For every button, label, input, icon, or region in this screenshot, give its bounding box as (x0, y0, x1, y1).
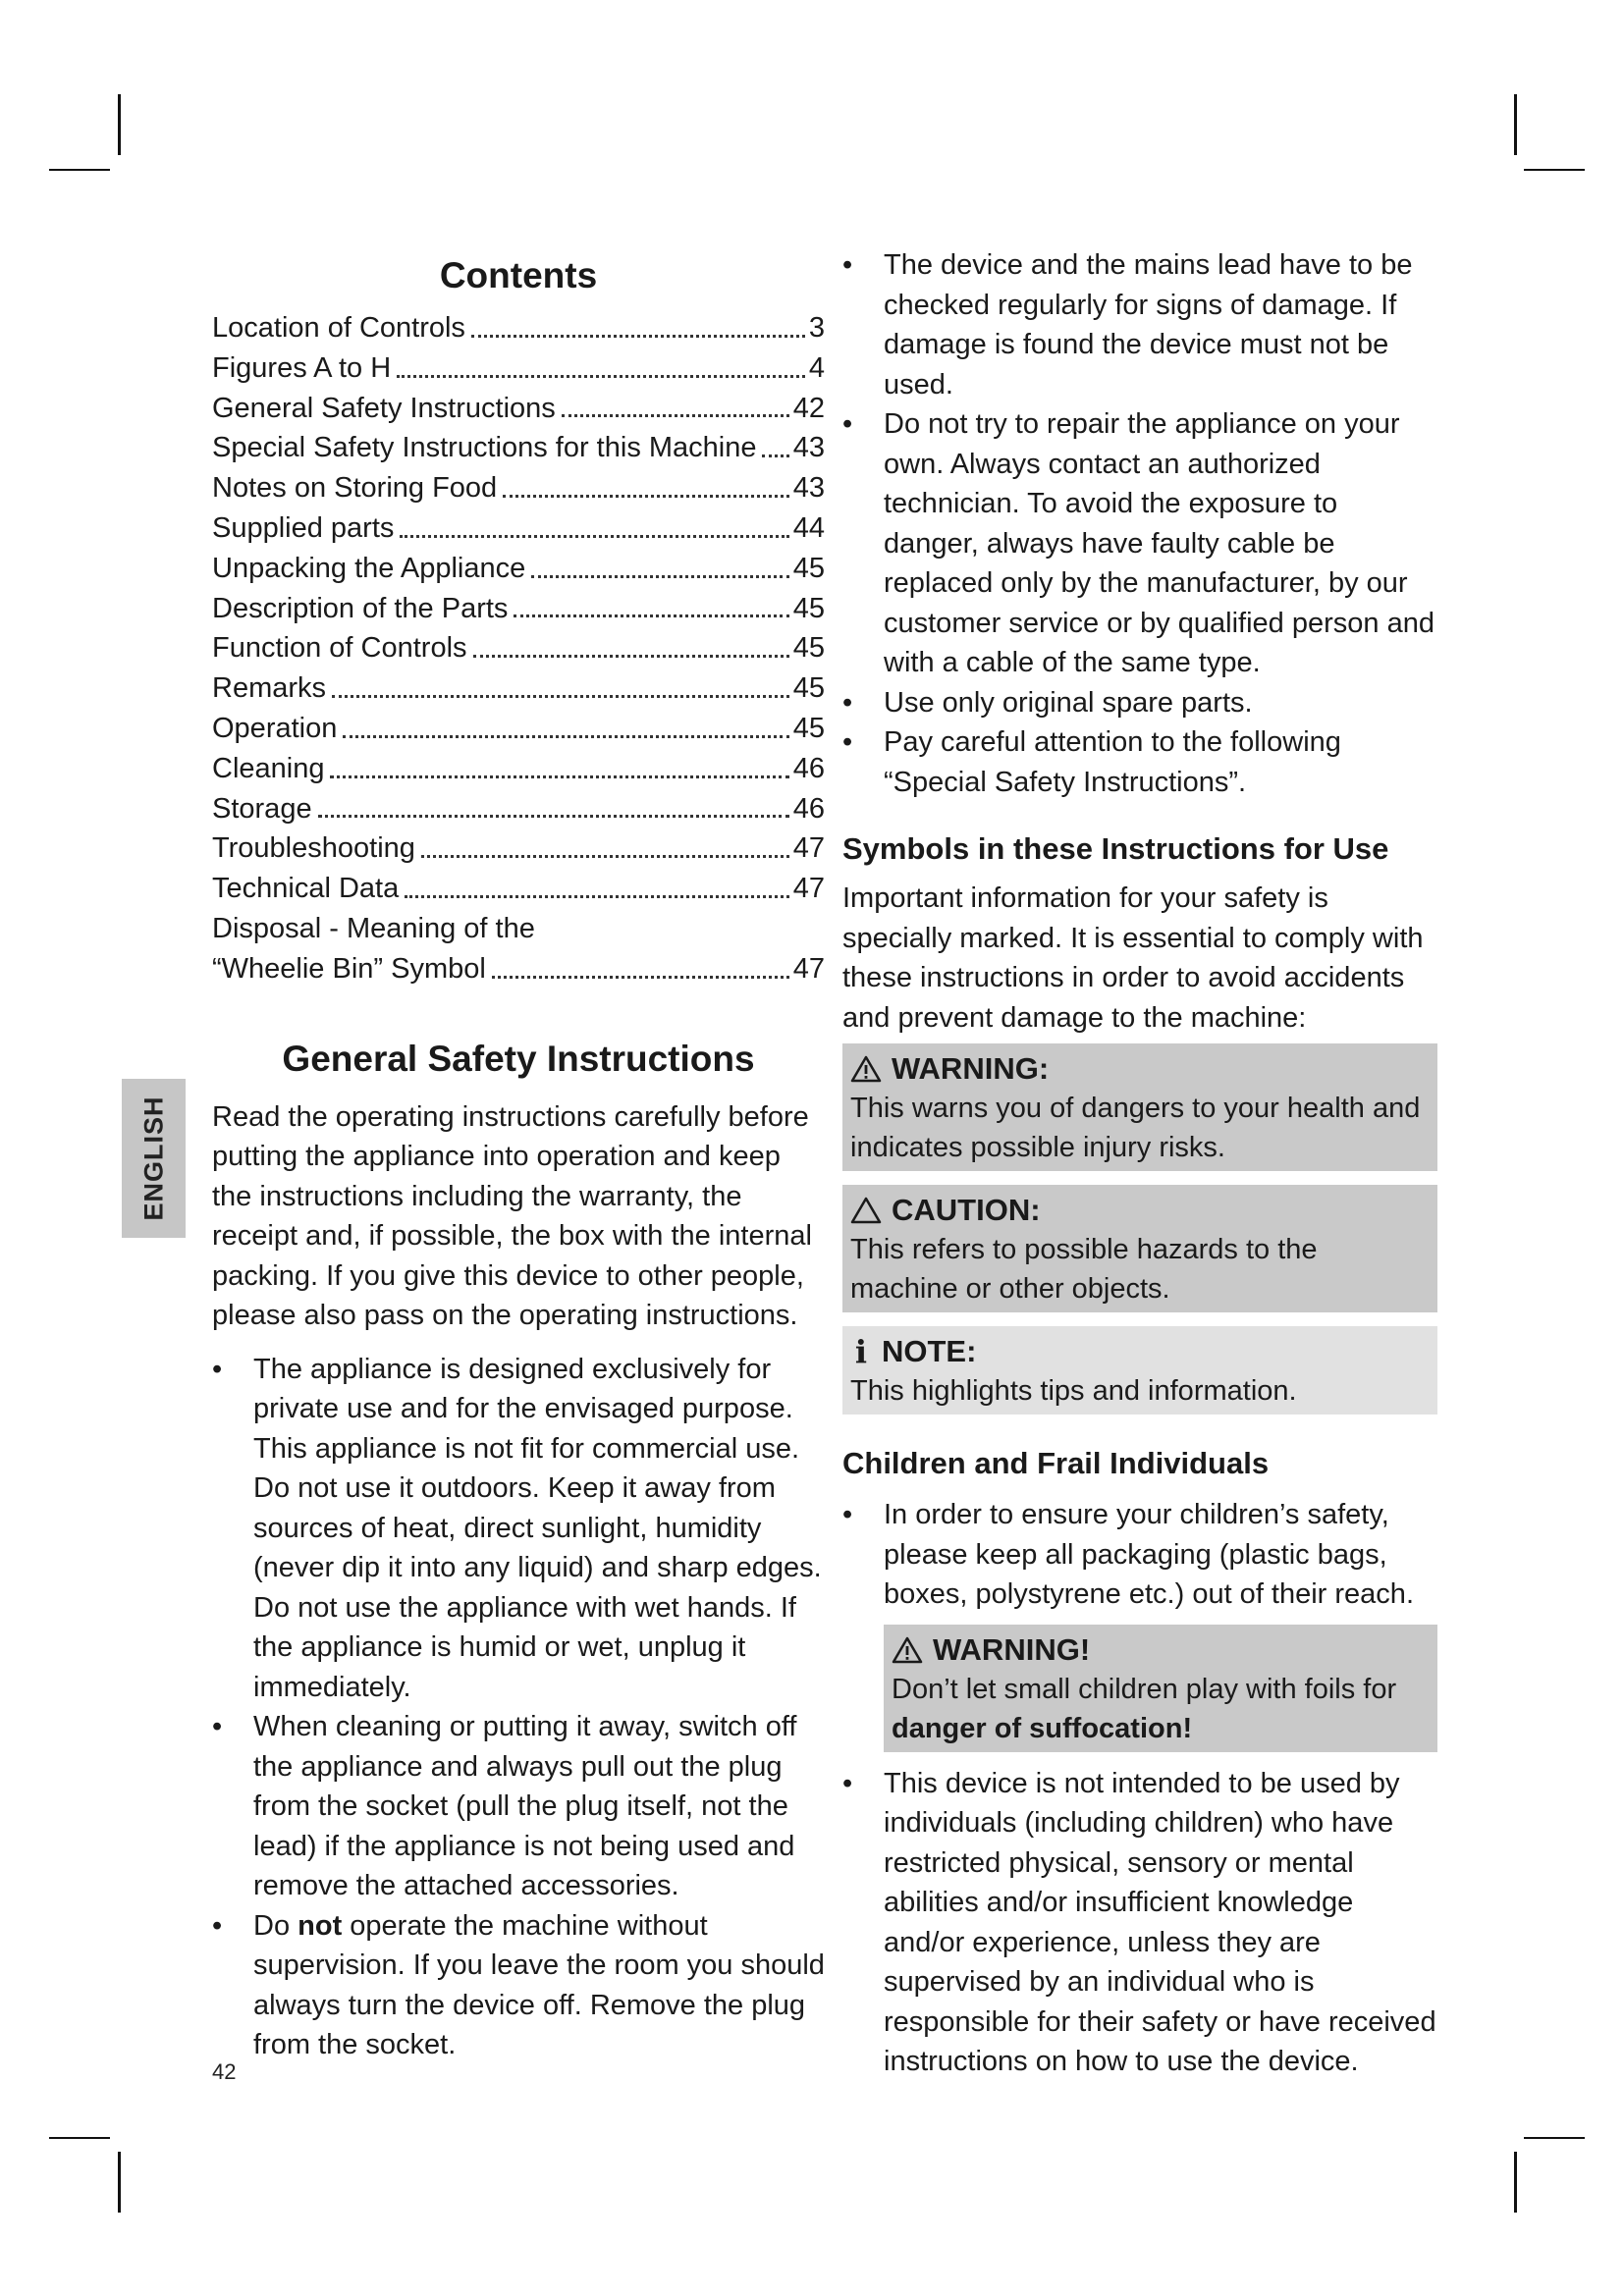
note-box-title (850, 1332, 1432, 1371)
crop-mark (1524, 2137, 1585, 2139)
language-tab-label: ENGLISH (138, 1095, 168, 1221)
toc-entry-title: Remarks (212, 672, 327, 705)
list-item: • Pay careful attention to the following “Special Safety Instructions”. (842, 722, 1437, 802)
list-item: • This device is not intended to be used by individuals (including children) who have restricted physical, sensory or mental abilities and/or insufficient knowledge and/or experience, unless they are supervised by an individual who is responsible for their safety or have received instructions on how to use the device. (842, 1764, 1437, 2082)
toc-leader (514, 614, 788, 617)
caution-label: CAUTION: (892, 1193, 1041, 1227)
toc-entry (212, 508, 825, 549)
crop-mark (1514, 94, 1517, 155)
toc-leader (492, 976, 789, 979)
toc-entry (212, 668, 825, 709)
toc-entry-title: Unpacking the Appliance (212, 552, 526, 584)
list-item-text: When cleaning or putting it away, switch off the appliance and always pull out the plug from the socket (pull the plug itself, not the lead) if the appliance is not being used and remove the attached accessories. (253, 1711, 797, 1902)
caution-triangle-icon (850, 1197, 882, 1224)
list-item (842, 1495, 1437, 1752)
toc-entry-page: 46 (792, 752, 825, 784)
toc-entry-title: Supplied parts (212, 511, 395, 544)
general-safety-list-continued (842, 245, 1437, 802)
toc-entry (212, 709, 825, 749)
right-column (842, 245, 1437, 2082)
language-side-tab (122, 1079, 186, 1238)
toc-entry-page: 45 (792, 592, 825, 624)
toc-entry (212, 468, 825, 508)
toc-entry-title: “Wheelie Bin” Symbol (212, 952, 486, 985)
toc-entry-page: 46 (792, 792, 825, 825)
toc-entry-title: Disposal - Meaning of the (212, 912, 535, 944)
page-number: 42 (212, 2059, 237, 2084)
toc-entry (212, 389, 825, 429)
toc-entry (212, 909, 825, 949)
toc-entry (212, 589, 825, 629)
toc-entry (212, 348, 825, 389)
warning-triangle-icon (892, 1636, 923, 1664)
warning-box-title (850, 1049, 1432, 1089)
toc-entry-page: 45 (792, 712, 825, 744)
toc-leader (471, 335, 805, 338)
caution-box-title (850, 1191, 1432, 1230)
list-item: • Do not try to repair the appliance on your own. Always contact an authorized technician. To avoid the exposure to danger, always have faulty cable be replaced only by the manufacturer, by our customer service or by qualified person and with a cable of the same type. (842, 404, 1437, 683)
toc-entry-title: Location of Controls (212, 312, 465, 344)
toc-entry-page: 44 (792, 511, 825, 544)
crop-mark (1524, 169, 1585, 171)
toc-entry-page: 47 (792, 873, 825, 905)
list-item-text: Do (253, 1909, 298, 1942)
note-box (842, 1326, 1437, 1415)
toc-entry-page: 45 (792, 552, 825, 584)
list-item: • The device and the mains lead have to be checked regularly for signs of damage. If damage is found the device must not be used. (842, 245, 1437, 404)
list-item-text: • The appliance is designed exclusively for private use and for the envisaged purpose. This appliance is not fit for commercial use. (253, 1353, 800, 1465)
toc-entry-title: Troubleshooting (212, 832, 415, 865)
caution-text: This refers to possible hazards to the machine or other objects. (850, 1234, 1318, 1305)
toc-entry-page: 43 (792, 472, 825, 505)
symbols-heading: Symbols in these Instructions for Use (842, 831, 1389, 866)
toc-entry-title: General Safety Instructions (212, 392, 556, 424)
general-safety-title: General Safety Instructions (282, 1038, 755, 1079)
children-warning-body: Don’t let small children play with foils for (892, 1673, 1397, 1705)
toc-leader (762, 454, 788, 457)
warning-text: This warns you of dangers to your health and indicates possible injury risks. (850, 1093, 1421, 1163)
toc-leader (330, 775, 788, 778)
symbols-intro: Important information for your safety is specially marked. It is essential to comply with these instructions in order to avoid accidents and prevent damage to the machine: (842, 882, 1424, 1034)
toc-leader (531, 575, 789, 578)
toc-entry-page: 3 (808, 312, 825, 344)
toc-leader (562, 414, 789, 417)
toc-entry (212, 789, 825, 829)
toc-leader (503, 495, 789, 498)
list-item (212, 1707, 825, 1906)
table-of-contents (212, 308, 825, 989)
note-text: This highlights tips and information. (850, 1375, 1297, 1407)
general-safety-list (212, 1350, 825, 2065)
toc-entry-title: Cleaning (212, 752, 325, 784)
toc-entry-page: 43 (792, 432, 825, 464)
list-item: • Use only original spare parts. (842, 683, 1437, 723)
general-safety-intro: Read the operating instructions carefully before putting the appliance into operation and keep the instructions including the warranty, the receipt and, if possible, the box with the internal packing. If you give this device to other people, please also pass on the operating instructions. (212, 1100, 812, 1332)
crop-mark (1514, 2152, 1517, 2213)
crop-mark (118, 2152, 121, 2213)
toc-leader (397, 375, 805, 378)
toc-entry-page: 45 (792, 632, 825, 665)
left-column (212, 245, 825, 2065)
toc-entry (212, 869, 825, 909)
children-warning-emphasis: danger of suffocation! (892, 1712, 1193, 1744)
toc-entry (212, 828, 825, 869)
toc-entry-title: Special Safety Instructions for this Machine (212, 432, 757, 464)
toc-entry (212, 949, 825, 989)
children-warning-title (892, 1630, 1432, 1670)
children-warning-box (884, 1625, 1437, 1752)
info-icon: i (854, 1333, 868, 1370)
children-heading: Children and Frail Individuals (842, 1446, 1270, 1480)
warning-label: WARNING: (892, 1051, 1050, 1086)
toc-leader (400, 535, 788, 538)
toc-entry (212, 549, 825, 589)
crop-mark (118, 94, 121, 155)
toc-entry (212, 308, 825, 348)
toc-leader (343, 735, 788, 738)
crop-mark (49, 2137, 110, 2139)
toc-entry (212, 749, 825, 789)
list-item (212, 1906, 825, 2065)
toc-entry-page: 42 (792, 392, 825, 424)
toc-entry-title: Description of the Parts (212, 592, 509, 624)
toc-entry-page: 47 (792, 832, 825, 865)
contents-title: Contents (439, 255, 598, 295)
list-item (212, 1350, 825, 1708)
toc-entry (212, 628, 825, 668)
crop-mark (49, 169, 110, 171)
toc-entry-title: Notes on Storing Food (212, 472, 498, 505)
toc-leader (405, 895, 789, 898)
children-warning-label: WARNING! (933, 1631, 1091, 1667)
list-item-text: In order to ensure your children’s safety, please keep all packaging (plastic bags, boxes, polystyrene etc.) out of their reach. (884, 1499, 1414, 1610)
warning-box (842, 1043, 1437, 1171)
list-item-text: operate the machine without supervision. If you leave the room you should always turn the device off. Remove the plug from the socket. (253, 1909, 825, 2061)
warning-triangle-icon (850, 1055, 882, 1083)
list-item-text: Do not use it outdoors. Keep it away from sources of heat, direct sunlight, humidity (never dip it into any liquid) and sharp edges. Do not use the appliance with wet hands. If the appliance is humid or wet, unplug it immediately. (253, 1472, 822, 1703)
toc-entry (212, 428, 825, 468)
toc-entry-page: 4 (808, 351, 825, 384)
toc-leader (473, 655, 789, 658)
emphasis-text: not (298, 1909, 343, 1942)
toc-leader (318, 815, 789, 818)
note-label: NOTE: (882, 1334, 977, 1368)
children-list (842, 1495, 1437, 2082)
toc-leader (421, 855, 789, 858)
toc-entry-title: Technical Data (212, 873, 400, 905)
toc-entry-title: Operation (212, 712, 338, 744)
toc-entry-page: 47 (792, 952, 825, 985)
caution-box (842, 1185, 1437, 1312)
toc-leader (332, 695, 789, 698)
toc-entry-title: Storage (212, 792, 312, 825)
toc-entry-title: Figures A to H (212, 351, 392, 384)
children-warning-text (892, 1670, 1432, 1748)
toc-entry-title: Function of Controls (212, 632, 467, 665)
toc-entry-page: 45 (792, 672, 825, 705)
